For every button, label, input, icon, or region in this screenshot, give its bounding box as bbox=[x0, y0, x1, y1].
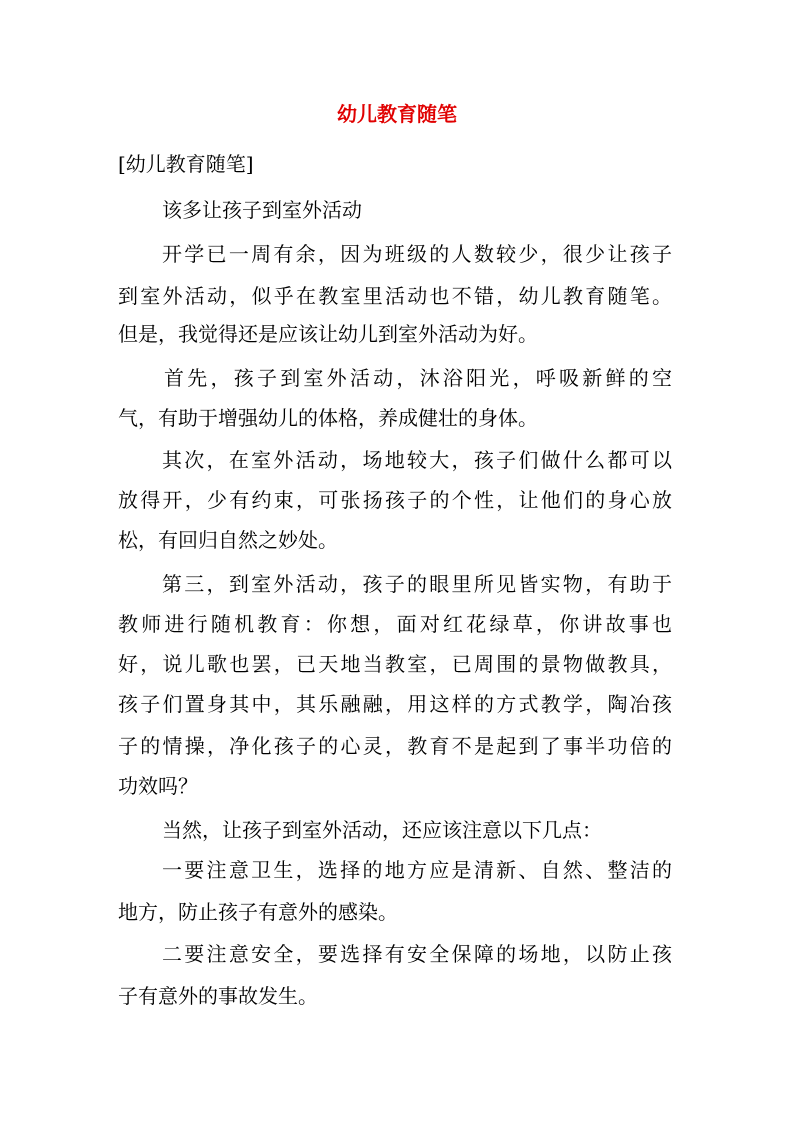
paragraph-line: 好，说儿歌也罢，已天地当教室，已周围的景物做教具， bbox=[118, 652, 672, 676]
paragraph-line: 首先，孩子到室外活动，沐浴阳光，呼吸新鲜的空 bbox=[164, 366, 672, 390]
paragraph-line: 一要注意卫生，选择的地方应是清新、自然、整洁的 bbox=[162, 858, 672, 882]
paragraph-line: 子有意外的事故发生。 bbox=[118, 984, 318, 1008]
paragraph-line: 其次，在室外活动，场地较大，孩子们做什么都可以 bbox=[162, 448, 672, 472]
paragraph-line: 气，有助于增强幼儿的体格，养成健壮的身体。 bbox=[118, 406, 538, 430]
paragraph-line: 孩子们置身其中，其乐融融，用这样的方式教学，陶冶孩 bbox=[118, 692, 672, 716]
paragraph-line: 功效吗？ bbox=[118, 774, 198, 798]
paragraph-line: 松，有回归自然之妙处。 bbox=[118, 528, 338, 552]
page-title: 幼儿教育随笔 bbox=[337, 102, 457, 126]
paragraph-line: 二要注意安全，要选择有安全保障的场地，以防止孩 bbox=[162, 942, 672, 966]
paragraph-line: 放得开，少有约束，可张扬孩子的个性，让他们的身心放 bbox=[118, 488, 672, 512]
paragraph-line: 到室外活动，似乎在教室里活动也不错，幼儿教育随笔。 bbox=[118, 284, 672, 308]
paragraph-line: 第三，到室外活动，孩子的眼里所见皆实物，有助于 bbox=[162, 572, 672, 596]
paragraph-line: 开学已一周有余，因为班级的人数较少，很少让孩子 bbox=[162, 242, 672, 266]
subtitle: 该多让孩子到室外活动 bbox=[162, 198, 362, 222]
paragraph-line: 教师进行随机教育：你想，面对红花绿草，你讲故事也 bbox=[118, 612, 672, 636]
paragraph-line: 地方，防止孩子有意外的感染。 bbox=[118, 900, 398, 924]
paragraph-line: 子的情操，净化孩子的心灵，教育不是起到了事半功倍的 bbox=[118, 734, 672, 758]
paragraph-line: 当然，让孩子到室外活动，还应该注意以下几点： bbox=[162, 818, 602, 842]
bracket-heading: [幼儿教育随笔] bbox=[118, 152, 254, 176]
paragraph-line: 但是，我觉得还是应该让幼儿到室外活动为好。 bbox=[118, 322, 538, 346]
